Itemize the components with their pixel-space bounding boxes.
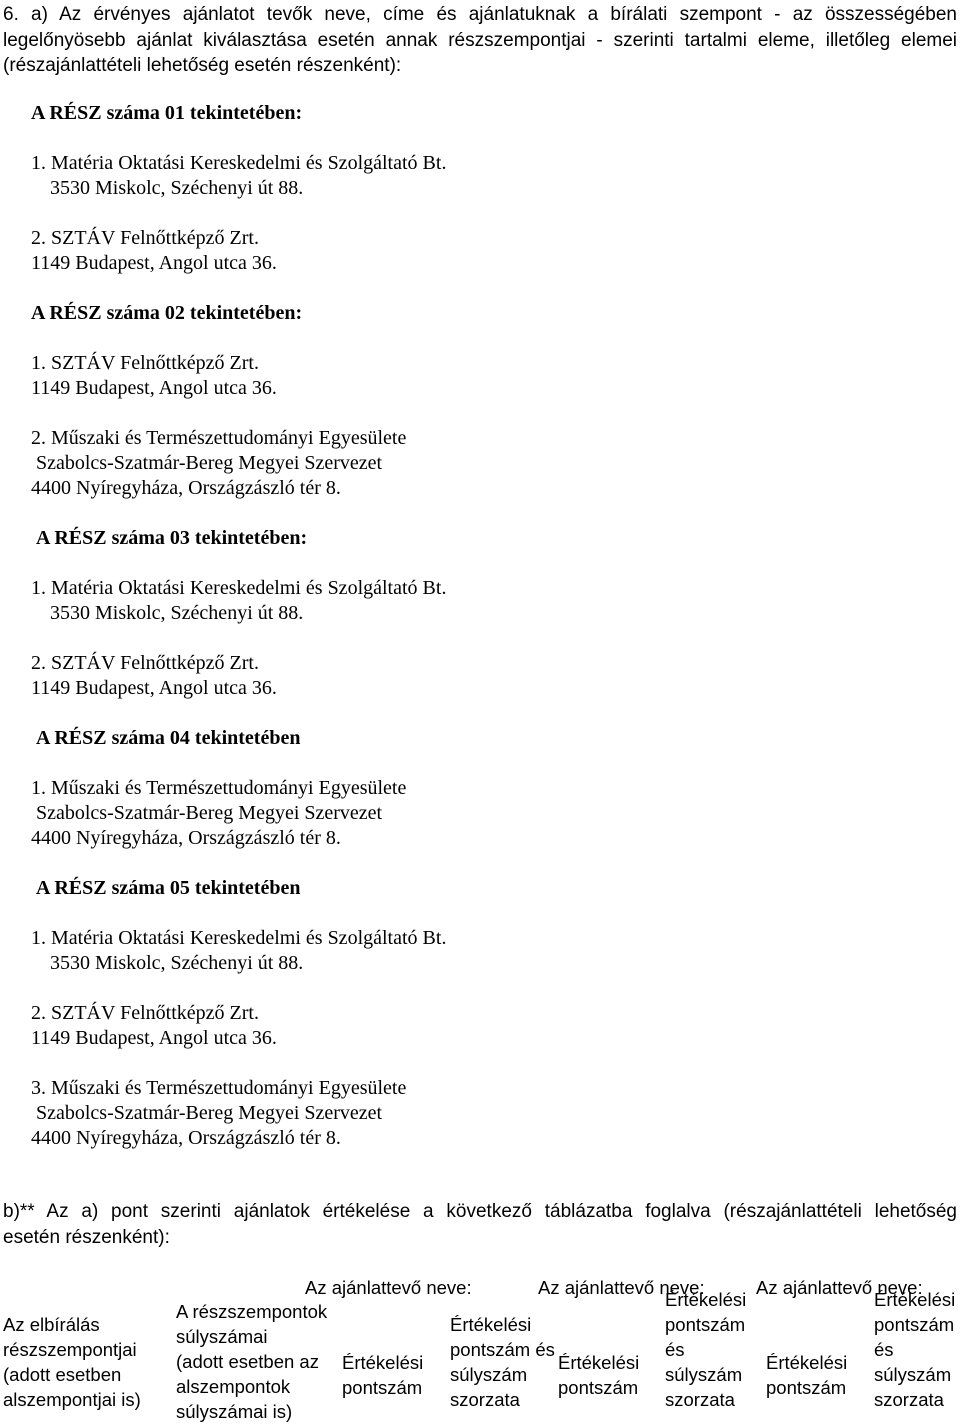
intro-line: (részajánlattételi lehetőség esetén részenként): [3,55,402,76]
offeror-name: 2. SZTÁV Felnőttképző Zrt. [31,227,259,249]
section-b-line: b)** Az a) pont szerinti ajánlatok értékelése a következő táblázatba foglalva (részajánlattételi lehetőség [3,1201,957,1222]
offeror-name: 1. Műszaki és Természettudományi Egyesülete [31,777,407,799]
offeror-name-header: Az ajánlattevő neve: [538,1277,705,1298]
offeror-name-header: Az ajánlattevő neve: [756,1277,923,1298]
score-column-header: Értékelési pontszám [342,1352,424,1398]
offeror-name: 1. Matéria Oktatási Kereskedelmi és Szolgáltató Bt. [31,927,447,949]
offeror-address: 3530 Miskolc, Széchenyi út 88. [50,602,304,624]
offeror-address: 1149 Budapest, Angol utca 36. [31,252,277,274]
offeror-org: Szabolcs-Szatmár-Bereg Megyei Szervezet [36,1102,383,1124]
section-b-paragraph [3,1199,957,1251]
part-heading: A RÉSZ száma 02 tekintetében: [31,302,303,324]
offeror-name: 2. SZTÁV Felnőttképző Zrt. [31,1002,259,1024]
offeror-org: Szabolcs-Szatmár-Bereg Megyei Szervezet [36,802,383,824]
offeror-name-header: Az ajánlattevő neve: [305,1277,472,1298]
section-b-line: esetén részenként): [3,1227,170,1248]
offeror-address: 4400 Nyíregyháza, Országzászló tér 8. [31,827,341,849]
product-column-header: Értékelési pontszám és súlyszám szorzata [665,1289,747,1410]
part-heading: A RÉSZ száma 05 tekintetében [36,877,301,899]
part-heading: A RÉSZ száma 04 tekintetében [36,727,301,749]
product-column-header: Értékelési pontszám és súlyszám szorzata [874,1289,956,1410]
score-column-header: Értékelési pontszám [558,1352,640,1398]
offeror-address: 4400 Nyíregyháza, Országzászló tér 8. [31,1127,341,1149]
offeror-address: 3530 Miskolc, Széchenyi út 88. [50,177,304,199]
offeror-address: 3530 Miskolc, Széchenyi út 88. [50,952,304,974]
intro-paragraph [3,2,957,79]
offeror-name: 3. Műszaki és Természettudományi Egyesülete [31,1077,407,1099]
offeror-name: 1. SZTÁV Felnőttképző Zrt. [31,352,259,374]
intro-line: legelőnyösebb ajánlat kiválasztása esetén annak részszempontjai - szerinti tartalmi eleme, illetőleg elemei [3,29,957,51]
product-column-header: Értékelési pontszám és súlyszám szorzata [450,1314,555,1410]
part-heading: A RÉSZ száma 01 tekintetében: [31,102,303,124]
weights-column-header: A részszempontok súlyszámai (adott esetben az alszempontok súlyszámai is) [176,1301,328,1422]
offeror-address: 1149 Budapest, Angol utca 36. [31,677,277,699]
offeror-address: 1149 Budapest, Angol utca 36. [31,377,277,399]
offeror-name: 1. Matéria Oktatási Kereskedelmi és Szolgáltató Bt. [31,152,447,174]
offeror-org: Szabolcs-Szatmár-Bereg Megyei Szervezet [36,452,383,474]
offeror-name: 2. Műszaki és Természettudományi Egyesülete [31,427,407,449]
offeror-name: 2. SZTÁV Felnőttképző Zrt. [31,652,259,674]
intro-line: 6. a) Az érvényes ajánlatot tevők neve, címe és ajánlatuknak a bírálati szempont - az összességében [3,4,957,25]
part-heading: A RÉSZ száma 03 tekintetében: [36,527,308,549]
offeror-name: 1. Matéria Oktatási Kereskedelmi és Szolgáltató Bt. [31,577,447,599]
criteria-column-header: Az elbírálás részszempontjai (adott esetben alszempontjai is) [3,1314,141,1410]
score-column-header: Értékelési pontszám [766,1352,848,1398]
evaluation-table-header [0,1272,960,1427]
offeror-address: 1149 Budapest, Angol utca 36. [31,1027,277,1049]
offeror-address: 4400 Nyíregyháza, Országzászló tér 8. [31,477,341,499]
